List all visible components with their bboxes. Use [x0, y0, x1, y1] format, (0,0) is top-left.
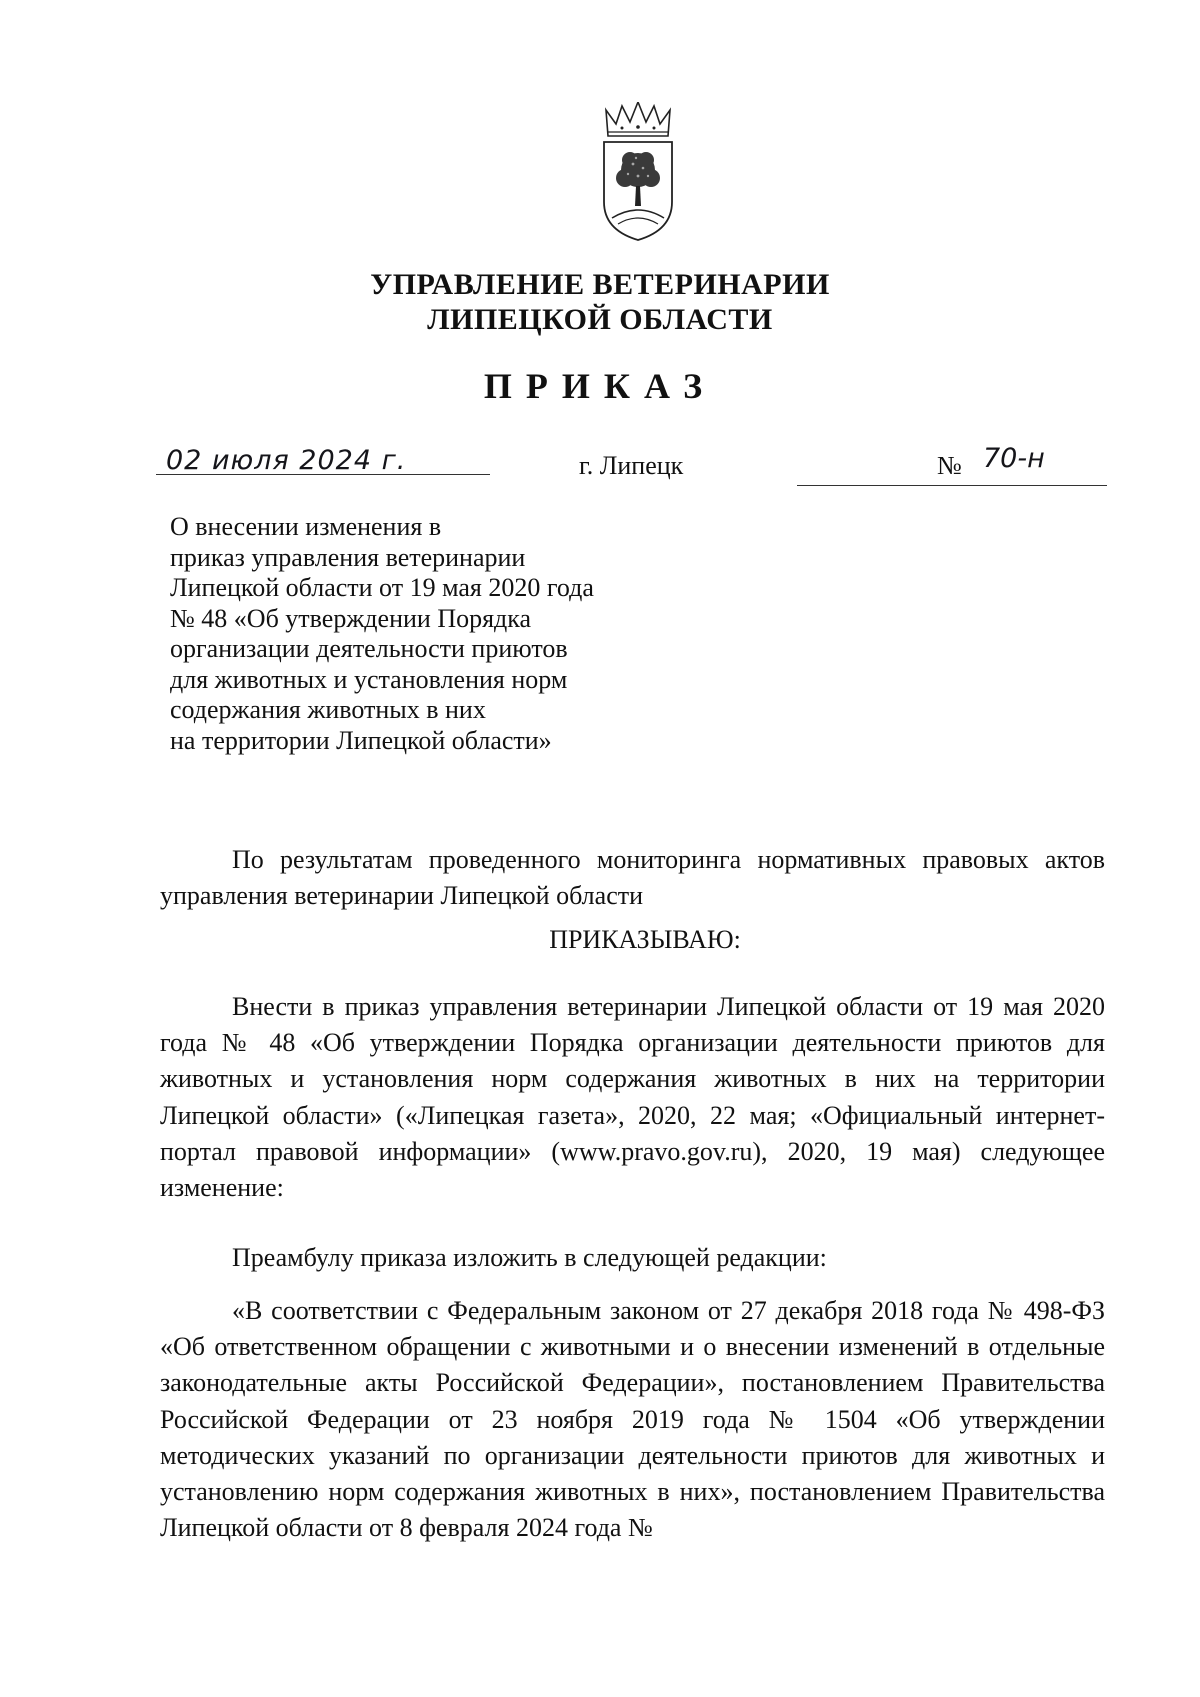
subject-line: приказ управления ветеринарии [170, 542, 526, 572]
subject-line: для животных и установления норм [170, 664, 568, 694]
preamble-text-paragraph: «В соответствии с Федеральным законом от 27 декабря 2018 года № 498-ФЗ «Об ответственном обращении с животными и о внесении изменений в отдельные законодательные акты Российской Федерации», постановлением Правительства Российской Федерации от 23 ноября 2019 года № 1504 «Об утверждении методических указаний по организации деятельности приютов для животных и установлению норм содержания животных в них», постановлением Правительства Липецкой области от 8 февраля 2024 года № [160, 1296, 1105, 1543]
intro-paragraph: По результатам проведенного мониторинга нормативных правовых актов управления ветеринарии Липецкой области [160, 845, 1105, 911]
subject-line: № 48 «Об утверждении Порядка [170, 603, 532, 633]
organization-name-line2: ЛИПЕЦКОЙ ОБЛАСТИ [427, 303, 773, 336]
organization-name-line1: УПРАВЛЕНИЕ ВЕТЕРИНАРИИ [370, 268, 830, 301]
document-type-title: ПРИКАЗ [483, 366, 717, 406]
city-name: г. Липецк [579, 451, 684, 480]
subject-line: О внесении изменения в [170, 512, 442, 541]
subject-block [170, 512, 594, 756]
order-heading: ПРИКАЗЫВАЮ: [549, 925, 741, 954]
number-underline [797, 485, 1107, 486]
subject-line: Липецкой области от 19 мая 2020 года [170, 573, 594, 602]
subject-line: на территории Липецкой области» [170, 725, 552, 755]
subject-line: содержания животных в них [170, 695, 486, 724]
handwritten-date: 02 июля 2024 г. [166, 445, 407, 476]
preamble-intro-paragraph: Преамбулу приказа изложить в следующей редакции: [232, 1243, 827, 1272]
handwritten-document-number: 70-н [983, 443, 1045, 474]
coat-of-arms-emblem [600, 102, 676, 242]
subject-line: организации деятельности приютов [170, 634, 568, 663]
date-underline [156, 474, 490, 475]
number-sign: № [937, 451, 962, 480]
amendment-paragraph: Внести в приказ управления ветеринарии Липецкой области от 19 мая 2020 года № 48 «Об утверждении Порядка организации деятельности приютов для животных и установления норм содержания животных в них на территории Липецкой области» («Липецкая газета», 2020, 22 мая; «Официальный интернет-портал правовой информации» (www.pravo.gov.ru), 2020, 19 мая) следующее изменение: [160, 992, 1105, 1203]
